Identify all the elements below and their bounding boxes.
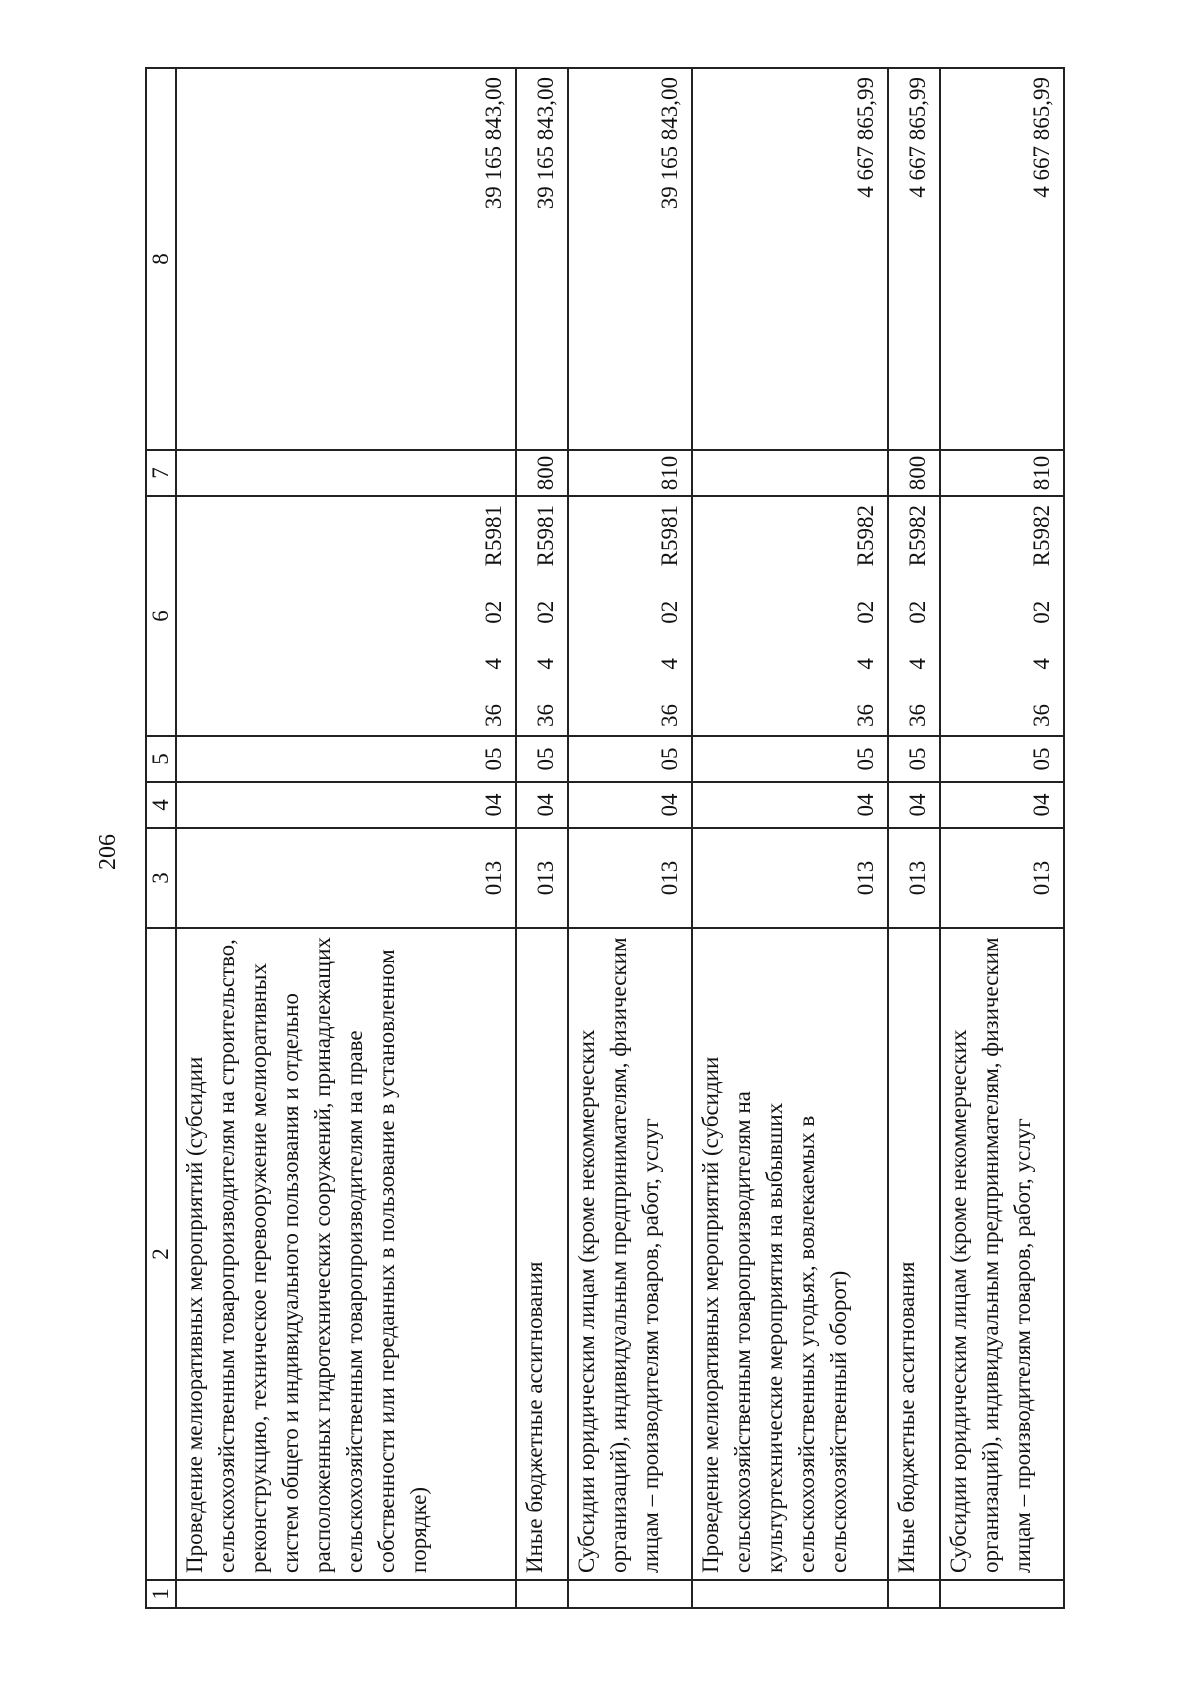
row-description: Проведение мелиоративных мероприятий (субсидии сельскохозяйственным товаропроизводителям на культуртехнические мероприятия на выбывших сельскохозяйственных угодьях, вовлекаемых в сельскохозяйственный оборот) (692, 928, 888, 1580)
csr-event: 02 (481, 600, 507, 624)
table-row (940, 68, 1064, 1608)
code-cell-7 (692, 450, 888, 496)
csr-subprogram: 4 (853, 658, 879, 670)
code-cell-5: 05 (888, 736, 940, 782)
amount-cell: 39 165 843,00 (176, 68, 516, 450)
header-row (146, 68, 176, 1608)
header-cell-6: 6 (146, 496, 176, 736)
header-cell-1: 1 (146, 1580, 176, 1608)
row-number-cell (516, 1580, 568, 1608)
row-number-cell (568, 1580, 692, 1608)
code-cell-7: 800 (516, 450, 568, 496)
csr-event: 02 (657, 600, 683, 624)
target-article-cell (568, 496, 692, 736)
budget-table (145, 67, 1065, 1609)
code-cell-4: 04 (176, 782, 516, 828)
amount-cell: 39 165 843,00 (516, 68, 568, 450)
row-number-cell (692, 1580, 888, 1608)
code-cell-4: 04 (516, 782, 568, 828)
csr-direction: R5981 (481, 505, 507, 567)
table-row (888, 68, 940, 1608)
csr-subprogram: 4 (481, 658, 507, 670)
csr-event: 02 (905, 600, 930, 624)
code-cell-7 (176, 450, 516, 496)
code-cell-5: 05 (692, 736, 888, 782)
csr-program: 36 (657, 704, 683, 727)
code-cell-5: 05 (176, 736, 516, 782)
header-cell-3: 3 (146, 828, 176, 928)
csr-program: 36 (905, 704, 930, 727)
code-cell-7: 810 (940, 450, 1064, 496)
row-number-cell (940, 1580, 1064, 1608)
amount-cell: 4 667 865,99 (940, 68, 1064, 450)
budget-table-container (145, 69, 1065, 1609)
amount-cell: 39 165 843,00 (568, 68, 692, 450)
code-cell-7: 810 (568, 450, 692, 496)
row-description: Субсидии юридическим лицам (кроме некоммерческих организаций), индивидуальным предпринимателям, физическим лицам – производителям товаров, работ, услуг (568, 928, 692, 1580)
header-cell-5: 5 (146, 736, 176, 782)
csr-subprogram: 4 (657, 658, 683, 670)
code-cell-3: 013 (176, 828, 516, 928)
table-row (692, 68, 888, 1608)
code-cell-3: 013 (940, 828, 1064, 928)
code-cell-4: 04 (568, 782, 692, 828)
table-row (176, 68, 516, 1608)
page-number: 206 (95, 834, 121, 870)
code-cell-3: 013 (516, 828, 568, 928)
target-article-cell (888, 496, 940, 736)
csr-direction: R5982 (853, 505, 879, 567)
header-cell-8: 8 (146, 68, 176, 450)
table-row (568, 68, 692, 1608)
code-cell-3: 013 (692, 828, 888, 928)
code-cell-5: 05 (940, 736, 1064, 782)
target-article-cell (516, 496, 568, 736)
header-cell-7: 7 (146, 450, 176, 496)
code-cell-5: 05 (568, 736, 692, 782)
csr-subprogram: 4 (905, 658, 930, 670)
header-cell-4: 4 (146, 782, 176, 828)
code-cell-4: 04 (692, 782, 888, 828)
code-cell-4: 04 (940, 782, 1064, 828)
code-cell-5: 05 (516, 736, 568, 782)
csr-program: 36 (481, 704, 507, 727)
code-cell-3: 013 (888, 828, 940, 928)
row-description: Проведение мелиоративных мероприятий (субсидии сельскохозяйственным товаропроизводителям на строительство, реконструкцию, техническое перевооружение мелиоративных систем общего и индивидуального пользования и отдельно расположенных гидротехнических сооружений, принадлежащих сельскохозяйственным товаропроизводителям на праве собственности или переданных в пользование в установленном порядке) (176, 928, 516, 1580)
target-article-cell (692, 496, 888, 736)
csr-program: 36 (1029, 704, 1054, 727)
csr-direction: R5981 (657, 505, 683, 567)
code-cell-7: 800 (888, 450, 940, 496)
header-cell-2: 2 (146, 928, 176, 1580)
amount-cell: 4 667 865,99 (692, 68, 888, 450)
row-number-cell (176, 1580, 516, 1608)
csr-direction: R5981 (533, 505, 559, 567)
code-cell-3: 013 (568, 828, 692, 928)
row-description: Иные бюджетные ассигнования (888, 928, 940, 1580)
table-row (516, 68, 568, 1608)
code-cell-4: 04 (888, 782, 940, 828)
row-description: Субсидии юридическим лицам (кроме некоммерческих организаций), индивидуальным предпринимателям, физическим лицам – производителям товаров, работ, услуг (940, 928, 1064, 1580)
csr-subprogram: 4 (1029, 658, 1054, 670)
amount-cell: 4 667 865,99 (888, 68, 940, 450)
csr-direction: R5982 (905, 505, 930, 567)
target-article-cell (940, 496, 1064, 736)
csr-event: 02 (853, 600, 879, 624)
csr-event: 02 (533, 600, 559, 624)
csr-program: 36 (533, 704, 559, 727)
csr-subprogram: 4 (533, 658, 559, 670)
row-description: Иные бюджетные ассигнования (516, 928, 568, 1580)
csr-direction: R5982 (1029, 505, 1054, 567)
csr-event: 02 (1029, 600, 1054, 624)
rotated-page-area (145, 69, 1065, 1609)
target-article-cell (176, 496, 516, 736)
row-number-cell (888, 1580, 940, 1608)
csr-program: 36 (853, 704, 879, 727)
